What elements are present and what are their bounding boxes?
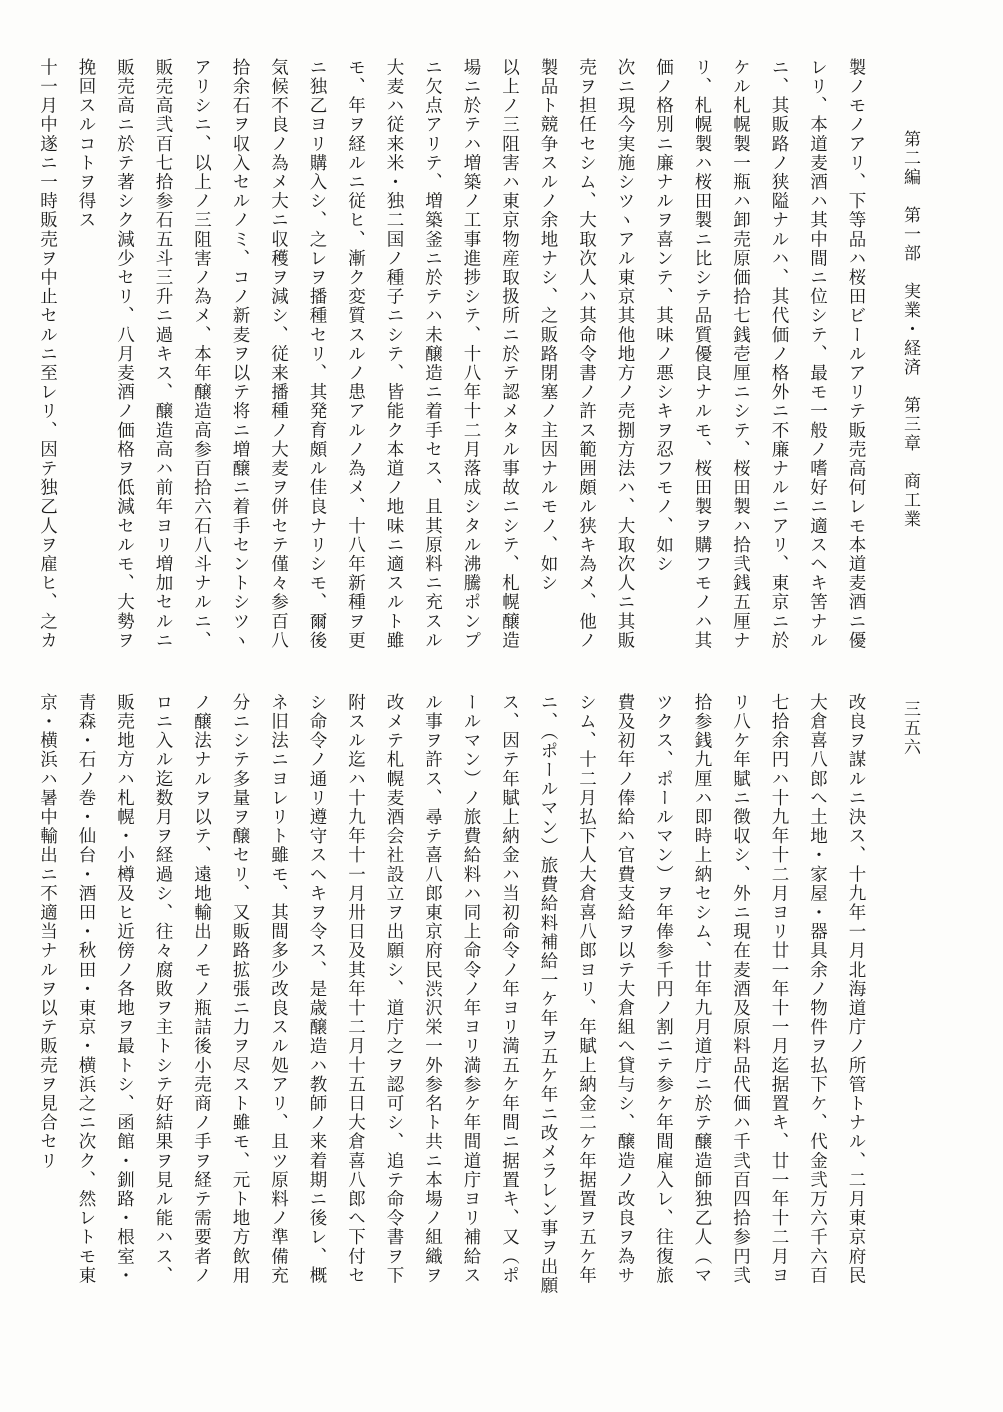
text-column: レリ、本道麦酒ハ其中間ニ位シテ、最モ一般ノ嗜好ニ適スヘキ筈ナル bbox=[807, 58, 828, 651]
text-column: 青森・石ノ巻・仙台・酒田・秋田・東京・横浜之ニ次ク、然レトモ東 bbox=[76, 693, 96, 1286]
text-column: ノ醸法ナルヲ以テ、遠地輸出ノモノ瓶詰後小売商ノ手ヲ経テ需要者ノ bbox=[191, 693, 212, 1286]
text-column: 販売高弐百七拾参石五斗三升ニ過キス、醸造高ハ前年ヨリ増加セルニ bbox=[153, 58, 173, 651]
text-column: 大麦ハ従来米・独二国ノ種子ニシテ、皆能ク本道ノ地味ニ適スルト雖 bbox=[384, 58, 404, 651]
text-column: ニ欠点アリテ、増築釜ニ於テハ未醸造ニ着手セス、且其原料ニ充スル bbox=[422, 58, 443, 651]
text-column: 十一月中遂ニ一時販売ヲ中止セルニ至レリ、因テ独乙人ヲ雇ヒ、之カ bbox=[37, 58, 58, 651]
text-column: シ命令ノ通リ遵守スヘキヲ令ス、是歳醸造ハ教師ノ来着期ニ後レ、概 bbox=[307, 693, 327, 1286]
text-column: アリシニ、以上ノ三阻害ノ為メ、本年醸造高参百拾六石八斗ナルニ、 bbox=[191, 58, 212, 651]
text-column: 気候不良ノ為メ大ニ収穫ヲ減シ、従来播種ノ大麦ヲ併セテ僅々参百八 bbox=[268, 58, 289, 651]
text-column: 以上ノ三阻害ハ東京物産取扱所ニ於テ認メタル事故ニシテ、札幌醸造 bbox=[499, 58, 520, 651]
text-column: 拾余石ヲ収入セルノミ、コノ新麦ヲ以テ将ニ増醸ニ着手セントシツヽ bbox=[230, 58, 250, 651]
text-column: 附スル迄ハ十九年十一月卅日及其年十二月十五日大倉喜八郎へ下付セ bbox=[345, 693, 366, 1286]
text-column: リ八ケ年賦ニ徴収シ、外ニ現在麦酒及原料品代価ハ千弐百四拾参円弐 bbox=[730, 693, 751, 1286]
text-column: 費及初年ノ俸給ハ官費支給ヲ以テ大倉組へ貸与シ、醸造ノ改良ヲ為サ bbox=[615, 693, 635, 1286]
text-column: リ、札幌製ハ桜田製ニ比シテ品質優良ナルモ、桜田製ヲ購フモノハ其 bbox=[692, 58, 712, 651]
text-column: 七拾余円ハ十九年十二月ヨリ廿一年十一月迄据置キ、廿一年十二月ヨ bbox=[769, 693, 789, 1286]
text-column: ニ、其販路ノ狭隘ナルハ、其代価ノ格外ニ不廉ナルニアリ、東京ニ於 bbox=[769, 58, 789, 651]
text-column: 販売地方ハ札幌・小樽及ヒ近傍ノ各地ヲ最トシ、函館・釧路・根室・ bbox=[114, 693, 135, 1286]
text-column: 分ニシテ多量ヲ醸セリ、又販路拡張ニ力ヲ尽スト雖モ、元ト地方飲用 bbox=[230, 693, 250, 1286]
text-column: ツクス、ポールマン）ヲ年俸参千円ノ割ニテ参ケ年間雇入レ、往復旅 bbox=[653, 693, 674, 1286]
text-column: ネ旧法ニヨレリト雖モ、其間多少改良スル処アリ、且ツ原料ノ準備充 bbox=[268, 693, 289, 1286]
text-column: 販売高ニ於テ著シク減少セリ、八月麦酒ノ価格ヲ低減セルモ、大勢ヲ bbox=[114, 58, 135, 651]
text-column: シム、十二月払下人大倉喜八郎ヨリ、年賦上納金二ケ年据置ヲ五ケ年 bbox=[576, 693, 597, 1286]
text-column: ニ独乙ヨリ購入シ、之レヲ播種セリ、其発育頗ル佳良ナリシモ、爾後 bbox=[307, 58, 327, 651]
text-column: ル事ヲ許ス、尋テ喜八郎東京府民渋沢栄一外参名ト共ニ本場ノ組織ヲ bbox=[422, 693, 443, 1286]
text-column: ールマン）ノ旅費給料ハ同上命令ノ年ヨリ満参ケ年間道庁ヨリ補給ス bbox=[461, 693, 481, 1286]
text-column: 製ノモノアリ、下等品ハ桜田ビールアリテ販売高何レモ本道麦酒ニ優 bbox=[846, 58, 866, 651]
text-column: ニ、（ポールマン）旅費給料補給一ケ年ヲ五ケ年ニ改メラレン事ヲ出願 bbox=[538, 693, 558, 1296]
text-column: 場ニ於テハ増築ノ工事進捗シテ、十八年十二月落成シタル沸騰ポンプ bbox=[461, 58, 481, 651]
running-header: 第二編 第一部 実業・経済 第三章 商工業 bbox=[900, 130, 920, 529]
lower-text-block bbox=[28, 693, 875, 1333]
page-number: 三五六 bbox=[900, 700, 920, 757]
text-column: 改良ヲ謀ルニ決ス、十九年一月北海道庁ノ所管トナル、二月東京府民 bbox=[846, 693, 866, 1286]
text-column: 挽回スルコトヲ得ス bbox=[76, 58, 96, 230]
text-column: 改メテ札幌麦酒会社設立ヲ出願シ、道庁之ヲ認可シ、追テ命令書ヲ下 bbox=[384, 693, 404, 1286]
text-column: ロニ入ル迄数月ヲ経過シ、往々腐敗ヲ主トシテ好結果ヲ見ル能ハス、 bbox=[153, 693, 173, 1286]
text-column: 製品ト競争スルノ余地ナシ、之販路閉塞ノ主因ナルモノ、如シ bbox=[538, 58, 558, 593]
text-column: 価ノ格別ニ廉ナルヲ喜ンテ、其味ノ悪シキヲ忍フモノ、如シ bbox=[653, 58, 674, 574]
text-column: 大倉喜八郎へ土地・家屋・器具余ノ物件ヲ払下ケ、代金弐万六千六百 bbox=[807, 693, 828, 1286]
text-column: 拾参銭九厘ハ即時上納セシム、廿年九月道庁ニ於テ醸造師独乙人（マ bbox=[692, 693, 712, 1286]
text-column: モ、年ヲ経ルニ従ヒ、漸ク変質スルノ患アルノ為メ、十八年新種ヲ更 bbox=[345, 58, 366, 651]
upper-text-block bbox=[28, 58, 875, 668]
text-column: ケル札幌製一瓶ハ卸売原価拾七銭壱厘ニシテ、桜田製ハ拾弐銭五厘ナ bbox=[730, 58, 751, 651]
text-column: 売ヲ担任セシム、大取次人ハ其命令書ノ許ス範囲頗ル狭キ為メ、他ノ bbox=[576, 58, 597, 651]
text-column: ス、因テ年賦上納金ハ当初命令ノ年ヨリ満五ケ年間ニ据置キ、又（ポ bbox=[499, 693, 520, 1286]
text-column: 京・横浜ハ暑中輸出ニ不適当ナルヲ以テ販売ヲ見合セリ bbox=[37, 693, 58, 1171]
text-column: 次ニ現今実施シツヽアル東京其他地方ノ売捌方法ハ、大取次人ニ其販 bbox=[615, 58, 635, 651]
